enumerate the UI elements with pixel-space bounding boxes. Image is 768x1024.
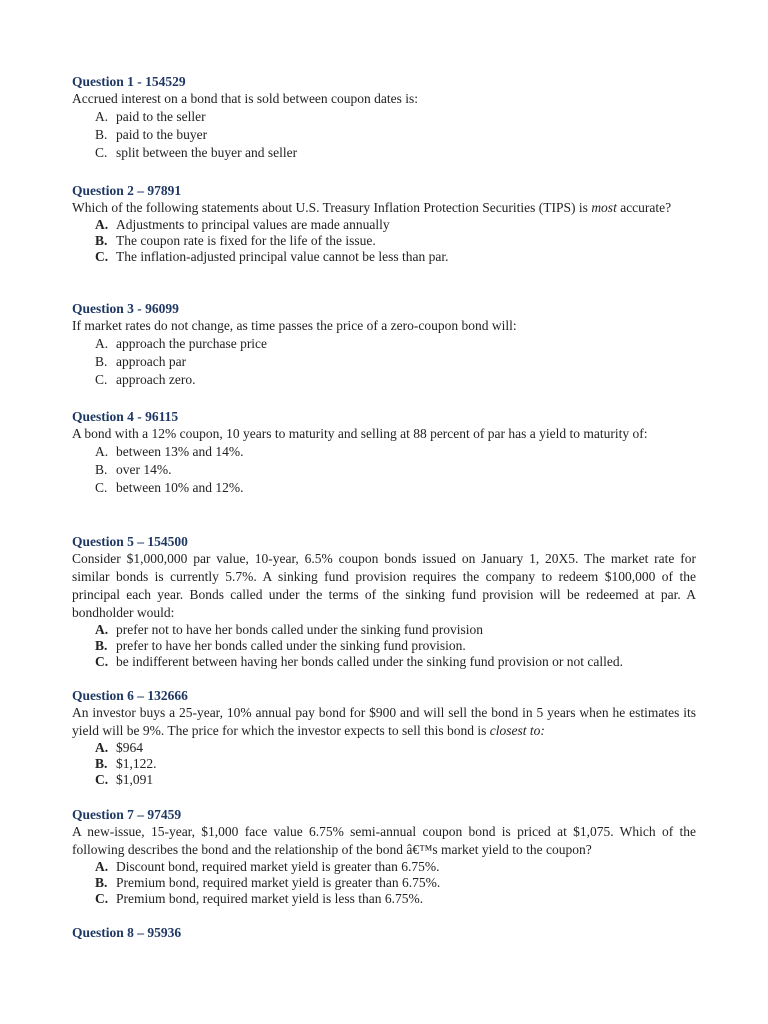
option-text: prefer not to have her bonds called under the sinking fund provision <box>116 622 484 637</box>
option-letter: C. <box>95 480 108 495</box>
question-title: Question 5 – 154500 <box>72 534 188 549</box>
option-letter: A. <box>95 444 109 459</box>
option-text: $1,091 <box>116 772 154 787</box>
option-text: Discount bond, required market yield is greater than 6.75%. <box>116 859 440 874</box>
option-text: Premium bond, required market yield is greater than 6.75%. <box>116 875 441 890</box>
option-a <box>72 740 696 756</box>
option-text: prefer to have her bonds called under the sinking fund provision. <box>116 638 466 653</box>
option-list <box>72 443 696 497</box>
option-c <box>72 654 696 670</box>
option-c <box>72 371 696 389</box>
option-letter: A. <box>95 740 109 755</box>
option-letter: B. <box>95 638 108 653</box>
stem-text: accurate? <box>616 200 672 215</box>
option-c <box>72 249 696 265</box>
question-title: Question 7 – 97459 <box>72 807 182 822</box>
option-list <box>72 108 696 162</box>
option-text: paid to the seller <box>116 109 206 124</box>
option-text: be indifferent between having her bonds called under the sinking fund provision or not called. <box>116 654 623 669</box>
option-letter: A. <box>95 622 109 637</box>
option-list <box>72 622 696 670</box>
option-letter: B. <box>95 462 108 477</box>
option-letter: C. <box>95 249 109 264</box>
option-letter: B. <box>95 127 108 142</box>
option-text: Adjustments to principal values are made annually <box>116 217 390 232</box>
stem-text: An investor buys a 25-year, 10% annual pay bond for $900 and will sell the bond in 5 years when he estimates its yield will be 9%. The price for which the investor expects to sell this bond is <box>72 705 696 738</box>
option-text: between 10% and 12%. <box>116 480 244 495</box>
option-c <box>72 891 696 907</box>
option-text: Premium bond, required market yield is less than 6.75%. <box>116 891 424 906</box>
option-letter: C. <box>95 145 108 160</box>
question-title: Question 8 – 95936 <box>72 925 182 940</box>
option-a <box>72 859 696 875</box>
option-a <box>72 622 696 638</box>
question-4 <box>72 408 696 497</box>
question-2 <box>72 182 696 265</box>
option-text: The coupon rate is fixed for the life of the issue. <box>116 233 376 248</box>
option-text: paid to the buyer <box>116 127 208 142</box>
question-title: Question 2 – 97891 <box>72 183 182 198</box>
option-letter: C. <box>95 372 108 387</box>
option-text: $964 <box>116 740 143 755</box>
option-a <box>72 108 696 126</box>
option-b <box>72 756 696 772</box>
option-b <box>72 353 696 371</box>
question-stem: If market rates do not change, as time passes the price of a zero-coupon bond will: <box>72 318 517 333</box>
question-1 <box>72 73 696 162</box>
option-text: $1,122. <box>116 756 157 771</box>
option-c <box>72 479 696 497</box>
option-letter: B. <box>95 233 108 248</box>
option-letter: B. <box>95 875 108 890</box>
option-a <box>72 217 696 233</box>
question-stem: Accrued interest on a bond that is sold between coupon dates is: <box>72 91 419 106</box>
question-stem <box>72 704 696 740</box>
option-b <box>72 126 696 144</box>
option-c <box>72 144 696 162</box>
option-text: The inflation-adjusted principal value cannot be less than par. <box>116 249 449 264</box>
option-letter: C. <box>95 772 109 787</box>
question-7 <box>72 806 696 907</box>
question-3 <box>72 300 696 389</box>
option-letter: B. <box>95 354 108 369</box>
option-text: split between the buyer and seller <box>116 145 298 160</box>
option-text: approach the purchase price <box>116 336 268 351</box>
question-stem: Consider $1,000,000 par value, 10-year, 6.5% coupon bonds issued on January 1, 20X5. The market rate for similar bonds is currently 5.7%. A sinking fund provision requires the company to redeem $100,000 of the principal each year. Bonds called under the terms of the sinking fund provision will be redeemed at par. A bondholder would: <box>72 551 696 620</box>
option-b <box>72 461 696 479</box>
option-letter: C. <box>95 891 109 906</box>
option-list <box>72 740 696 788</box>
question-stem: A new-issue, 15-year, $1,000 face value 6.75% semi-annual coupon bond is priced at $1,075. Which of the following describes the bond and the relationship of the bond â€™s market yield to the coupon? <box>72 824 696 857</box>
option-a <box>72 443 696 461</box>
question-8 <box>72 924 696 941</box>
option-b <box>72 638 696 654</box>
option-letter: A. <box>95 859 109 874</box>
option-letter: A. <box>95 217 109 232</box>
option-text: over 14%. <box>116 462 172 477</box>
option-list <box>72 335 696 389</box>
stem-emphasis: most <box>591 200 617 215</box>
option-b <box>72 233 696 249</box>
option-text: between 13% and 14%. <box>116 444 244 459</box>
option-letter: C. <box>95 654 109 669</box>
option-list <box>72 217 696 265</box>
question-stem: A bond with a 12% coupon, 10 years to maturity and selling at 88 percent of par has a yield to maturity of: <box>72 426 648 441</box>
option-letter: A. <box>95 109 109 124</box>
option-text: approach par <box>116 354 187 369</box>
option-letter: A. <box>95 336 109 351</box>
option-letter: B. <box>95 756 108 771</box>
option-c <box>72 772 696 788</box>
question-6 <box>72 687 696 788</box>
option-a <box>72 335 696 353</box>
question-title: Question 6 – 132666 <box>72 688 188 703</box>
option-text: approach zero. <box>116 372 196 387</box>
option-list <box>72 859 696 907</box>
stem-emphasis: closest to: <box>489 723 545 738</box>
question-title: Question 1 - 154529 <box>72 74 186 89</box>
question-5 <box>72 533 696 670</box>
question-title: Question 4 - 96115 <box>72 409 179 424</box>
question-stem <box>72 199 696 217</box>
option-b <box>72 875 696 891</box>
stem-text: Which of the following statements about U.S. Treasury Inflation Protection Securities (TIPS) is <box>72 200 592 215</box>
question-title: Question 3 - 96099 <box>72 301 179 316</box>
